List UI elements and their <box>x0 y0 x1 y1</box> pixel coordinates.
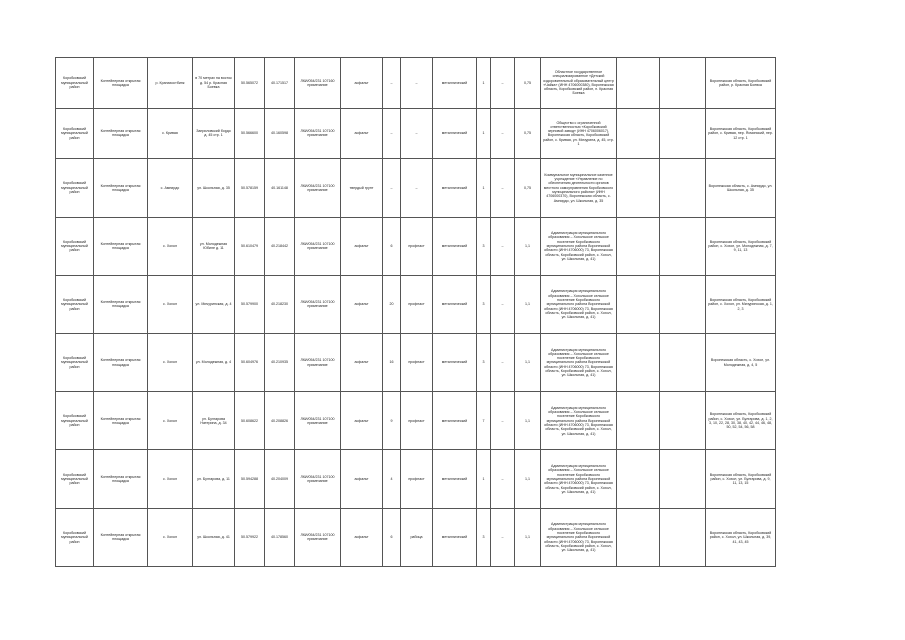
table-row <box>56 58 776 109</box>
cell-count: 7 <box>477 392 491 450</box>
cell-fence: металлический <box>433 159 477 217</box>
cell-address: Заприловский бордо д. 45 стр. 1 <box>193 108 235 159</box>
cell-type: Контейнерная открытая площадка <box>94 450 148 508</box>
cell-count: 3 <box>477 217 491 275</box>
cell-district: Коробковский муниципальный район <box>56 450 94 508</box>
cell-lon: 40.161148 <box>265 159 295 217</box>
cell-lat: 50.594288 <box>235 450 265 508</box>
cell-e2 <box>660 450 706 508</box>
table-row <box>56 508 776 566</box>
cell-doc: ЛКИ/054/231 107100 примечание <box>295 159 341 217</box>
cell-e2 <box>660 217 706 275</box>
cell-type: Контейнерная открытая площадка <box>94 108 148 159</box>
cell-cover: асфальт <box>341 392 383 450</box>
cell-c3: – <box>491 58 515 109</box>
cell-lat: 50.578159 <box>235 159 265 217</box>
cell-c2: рабица <box>401 508 433 566</box>
cell-address: ул. Молодежная, д. 4 <box>193 334 235 392</box>
cell-count: 1 <box>477 159 491 217</box>
cell-c2: профнаст <box>401 450 433 508</box>
cell-e2 <box>660 392 706 450</box>
cell-source: Воронежская область, Коробковский район, с. Хохол, ул. Мичуринская, д. 1, 2, 3 <box>706 275 776 333</box>
cell-lat: 50.608622 <box>235 392 265 450</box>
cell-c1: 6 <box>383 217 401 275</box>
cell-c1: – <box>383 159 401 217</box>
cell-c2: профнаст <box>401 392 433 450</box>
cell-c1: 4 <box>383 450 401 508</box>
cell-district: Коробковский муниципальный район <box>56 108 94 159</box>
cell-vol: 1,1 <box>515 508 541 566</box>
cell-c1: 20 <box>383 275 401 333</box>
cell-c1: – <box>383 108 401 159</box>
cell-owner: Администрация муниципального образования – Хохольское сельское поселение Коробковского муниципального района Воронежской области (ИНН 4706000) 73, Воронежская область, Коробковский район, с. Хохол, ул. Школьная, д. 41) <box>541 508 617 566</box>
cell-e1 <box>617 392 660 450</box>
cell-e1 <box>617 508 660 566</box>
cell-cover: асфальт <box>341 58 383 109</box>
cell-address: ул. Молодежная Юбиле д. 11 <box>193 217 235 275</box>
cell-owner: Администрация муниципального образования – Хохольское сельское поселение Коробковского муниципального района Воронежской области (ИНН 4706000) 73, Воронежская область, Коробковский район, с. Хохол, ул. Школьная, д. 41) <box>541 217 617 275</box>
cell-lon: 40.218230 <box>265 275 295 333</box>
cell-fence: металлический <box>433 108 477 159</box>
cell-c3: – <box>491 108 515 159</box>
cell-vol: 1,1 <box>515 275 541 333</box>
cell-doc: ЛКИ/054/231 107160 примечание <box>295 58 341 109</box>
cell-vol: 1,1 <box>515 217 541 275</box>
cell-fence: металлический <box>433 58 477 109</box>
cell-c1: – <box>383 58 401 109</box>
cell-lon: 40.178560 <box>265 508 295 566</box>
cell-lon: 40.204009 <box>265 450 295 508</box>
cell-settlement: с. Хохол <box>148 508 193 566</box>
container-sites-table <box>55 57 776 567</box>
cell-lat: 50.610479 <box>235 217 265 275</box>
cell-vol: 0,75 <box>515 159 541 217</box>
table-row <box>56 217 776 275</box>
cell-settlement: с. Хохол <box>148 275 193 333</box>
cell-owner: Администрация муниципального образования – Хохольское сельское поселение Коробковского муниципального района Воронежской области (ИНН 4706000) 73, Воронежская область, Коробковский район, с. Хохол, ул. Школьная, д. 41) <box>541 450 617 508</box>
cell-type: Контейнерная открытая площадка <box>94 392 148 450</box>
cell-doc: ЛКИ/054/231 107100 примечание <box>295 508 341 566</box>
table-row <box>56 450 776 508</box>
cell-source: Воронежская область, Коробковский район, с. Хохол, ул. Молодежная, д. 7, 9, 11, 13 <box>706 217 776 275</box>
cell-e1 <box>617 450 660 508</box>
table-row <box>56 392 776 450</box>
cell-lon: 40.208826 <box>265 392 295 450</box>
cell-source: Воронежская область, Коробковский район, с. Хохол, ул. Булгарова, д. 9, 11, 13, 15 <box>706 450 776 508</box>
cell-doc: ЛКИ/054/231 107100 примечание <box>295 108 341 159</box>
table-row <box>56 108 776 159</box>
cell-e1 <box>617 58 660 109</box>
cell-cover: асфальт <box>341 217 383 275</box>
cell-type: Контейнерная открытая площадка <box>94 275 148 333</box>
cell-fence: металлический <box>433 334 477 392</box>
cell-type: Контейнерная открытая площадка <box>94 159 148 217</box>
cell-settlement: с. Хохол <box>148 334 193 392</box>
cell-c3: – <box>491 392 515 450</box>
cell-source: Воронежская область, Коробковский район, р. Красная Боевка <box>706 58 776 109</box>
cell-count: 1 <box>477 450 491 508</box>
cell-address: ул. Булгарова, д. 11 <box>193 450 235 508</box>
cell-owner: Администрация муниципального образования – Хохольское сельское поселение Коробковского муниципального района Воронежской области (ИНН 4706000) 73, Воронежская область, Коробковский район, с. Хохол, ул. Школьная, д. 41) <box>541 334 617 392</box>
cell-e2 <box>660 108 706 159</box>
cell-c2: профнаст <box>401 275 433 333</box>
cell-lon: 40.171517 <box>265 58 295 109</box>
cell-c1: 16 <box>383 334 401 392</box>
cell-lon: 40.160598 <box>265 108 295 159</box>
cell-c3: – <box>491 217 515 275</box>
cell-source: Воронежская область, Коробковский район, с. Кривая, пер. Ясминский, пер. 12 стр. 1 <box>706 108 776 159</box>
cell-cover: твердый грунт <box>341 159 383 217</box>
cell-lat: 50.566600 <box>235 108 265 159</box>
cell-e2 <box>660 275 706 333</box>
cell-settlement: р. Кранахостбинк <box>148 58 193 109</box>
cell-count: 1 <box>477 58 491 109</box>
cell-count: 3 <box>477 508 491 566</box>
cell-source: Воронежская область, с. Хохол, ул. Молодежная, д. 4, 5 <box>706 334 776 392</box>
cell-count: 3 <box>477 334 491 392</box>
cell-doc: ЛКИ/054/231 107100 примечание <box>295 392 341 450</box>
cell-doc: ЛКИ/054/231 107100 примечание <box>295 334 341 392</box>
cell-c3: – <box>491 508 515 566</box>
cell-settlement: с. Хохол <box>148 392 193 450</box>
cell-fence: металлический <box>433 275 477 333</box>
cell-c3: – <box>491 159 515 217</box>
cell-district: Коробковский муниципальный район <box>56 58 94 109</box>
cell-owner: Коммунальное муниципальное казенное учреждение «Управление по обеспечению деятельности органов местного самоуправления Коробковского муниципального района» (ИНН 4706000370), Воронежская область, с. Ампирдо, ул. Школьная, д. 35 <box>541 159 617 217</box>
cell-c3: – <box>491 334 515 392</box>
cell-type: Контейнерная открытая площадка <box>94 58 148 109</box>
cell-district: Коробковский муниципальный район <box>56 334 94 392</box>
cell-e1 <box>617 159 660 217</box>
cell-e2 <box>660 508 706 566</box>
cell-district: Коробковский муниципальный район <box>56 159 94 217</box>
cell-type: Контейнерная открытая площадка <box>94 334 148 392</box>
cell-address: ул. Мичуринская, д. 4 <box>193 275 235 333</box>
cell-lat: 50.565072 <box>235 58 265 109</box>
cell-e2 <box>660 159 706 217</box>
cell-address: ул. Школьная, д. 41 <box>193 508 235 566</box>
cell-e1 <box>617 108 660 159</box>
cell-c2: – <box>401 108 433 159</box>
cell-type: Контейнерная открытая площадка <box>94 217 148 275</box>
cell-vol: 1,1 <box>515 334 541 392</box>
table-row <box>56 334 776 392</box>
table-row <box>56 275 776 333</box>
cell-fence: металлический <box>433 217 477 275</box>
cell-c2: профнаст <box>401 217 433 275</box>
cell-district: Коробковский муниципальный район <box>56 217 94 275</box>
cell-vol: 0,75 <box>515 58 541 109</box>
cell-doc: ЛКИ/054/231 107100 примечание <box>295 217 341 275</box>
cell-settlement: с. Хохол <box>148 217 193 275</box>
cell-district: Коробковский муниципальный район <box>56 508 94 566</box>
cell-owner: Администрация муниципального образования – Хохольское сельское поселение Коробковского муниципального района Воронежской области (ИНН 4706000) 73, Воронежская область, Коробковский район, с. Хохол, ул. Школьная, д. 41) <box>541 392 617 450</box>
cell-fence: металлический <box>433 508 477 566</box>
cell-c1: 6 <box>383 508 401 566</box>
cell-c2: профнаст <box>401 334 433 392</box>
cell-count: 1 <box>477 108 491 159</box>
cell-e1 <box>617 217 660 275</box>
cell-e2 <box>660 334 706 392</box>
cell-district: Коробковский муниципальный район <box>56 275 94 333</box>
cell-c2: – <box>401 58 433 109</box>
cell-source: Воронежская область, Коробковский район, с. Хохол, ул. Булгарова, д. 1, 2, 3, 10, 22, 28, 30, 38, 40, 42, 44, 46, 48, 50, 52, 54, 56, 58 <box>706 392 776 450</box>
cell-c3: – <box>491 275 515 333</box>
cell-lat: 50.579922 <box>235 508 265 566</box>
cell-owner: Областное государственное специализированное «Детский оздоровительный образовательный центр «Чайка» (ИНН 4706000380), Воронежская область, Коробковский район, п. Красная Боевка <box>541 58 617 109</box>
cell-lat: 50.579900 <box>235 275 265 333</box>
cell-e1 <box>617 275 660 333</box>
cell-address: ул. Школьная, д. 35 <box>193 159 235 217</box>
cell-owner: Администрация муниципального образования – Хохольское сельское поселение Коробковского муниципального района Воронежской области (ИНН 4706000) 73, Воронежская область, Коробковский район, с. Хохол, ул. Школьная, д. 41) <box>541 275 617 333</box>
cell-lat: 50.604976 <box>235 334 265 392</box>
cell-lon: 40.210935 <box>265 334 295 392</box>
cell-c3: – <box>491 450 515 508</box>
cell-cover: асфальт <box>341 334 383 392</box>
cell-address: ул. Булгарова Натерина, д. 34 <box>193 392 235 450</box>
cell-district: Коробковский муниципальный район <box>56 392 94 450</box>
cell-c2: – <box>401 159 433 217</box>
table-row <box>56 159 776 217</box>
cell-source: Воронежская область, Коробковский район, с. Хохол, ул. Школьная, д. 39, 41, 43, 45 <box>706 508 776 566</box>
cell-settlement: с. Кривая <box>148 108 193 159</box>
cell-source: Воронежская область, с. Ампирдо, ул. Школьная, д. 35 <box>706 159 776 217</box>
cell-cover: асфальт <box>341 508 383 566</box>
cell-cover: асфальт <box>341 108 383 159</box>
cell-settlement: с. Хохол <box>148 450 193 508</box>
cell-count: 3 <box>477 275 491 333</box>
cell-fence: металлический <box>433 450 477 508</box>
cell-settlement: с. Ампирдо <box>148 159 193 217</box>
cell-address: в 70 метрах на восток д. 54 р. Красная Боевка <box>193 58 235 109</box>
cell-lon: 40.218442 <box>265 217 295 275</box>
cell-c1: 9 <box>383 392 401 450</box>
cell-vol: 0,75 <box>515 108 541 159</box>
cell-cover: асфальт <box>341 450 383 508</box>
cell-owner: Общество с ограниченной ответственностью «Коробковский зерновой завод» (ИНН 4706006017), Воронежская область, Коробковский район, с. Кривая, ул. Мичурина, д. 45, стр. 1 <box>541 108 617 159</box>
cell-type: Контейнерная открытая площадка <box>94 508 148 566</box>
cell-cover: асфальт <box>341 275 383 333</box>
cell-doc: ЛКИ/054/231 107100 примечание <box>295 275 341 333</box>
cell-e2 <box>660 58 706 109</box>
cell-vol: 1,1 <box>515 450 541 508</box>
cell-doc: ЛКИ/054/231 107100 примечание <box>295 450 341 508</box>
cell-e1 <box>617 334 660 392</box>
cell-fence: металлический <box>433 392 477 450</box>
cell-vol: 1,1 <box>515 392 541 450</box>
